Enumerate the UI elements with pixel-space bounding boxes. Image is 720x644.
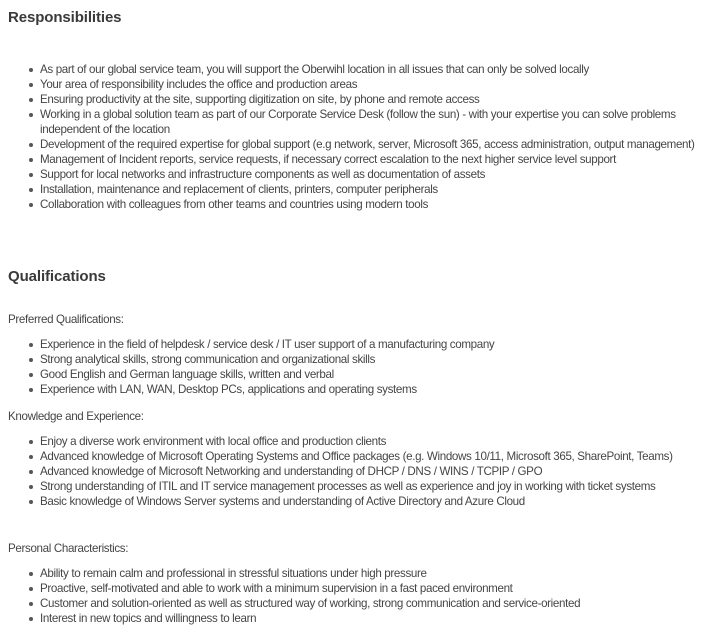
list-item: Strong analytical skills, strong communication and organizational skills <box>40 352 698 367</box>
list-item: Good English and German language skills, written and verbal <box>40 367 698 382</box>
list-item: Enjoy a diverse work environment with local office and production clients <box>40 434 698 449</box>
list-item: Development of the required expertise for global support (e.g network, server, Microsoft 365, access administration, output management) <box>40 137 698 152</box>
list-item: Management of Incident reports, service requests, if necessary correct escalation to the next higher service level support <box>40 152 698 167</box>
list-item: Customer and solution-oriented as well as structured way of working, strong communication and service-oriented <box>40 596 698 611</box>
knowledge-experience-label: Knowledge and Experience: <box>8 410 144 423</box>
list-item: Installation, maintenance and replacement of clients, printers, computer peripherals <box>40 182 698 197</box>
list-item: Proactive, self-motivated and able to work with a minimum supervision in a fast paced environment <box>40 581 698 596</box>
responsibilities-list <box>8 62 698 212</box>
list-item: Your area of responsibility includes the office and production areas <box>40 77 698 92</box>
personal-characteristics-label: Personal Characteristics: <box>8 542 129 555</box>
list-item: As part of our global service team, you will support the Oberwihl location in all issues that can only be solved locally <box>40 62 698 77</box>
preferred-qualifications-label: Preferred Qualifications: <box>8 313 124 326</box>
list-item: Working in a global solution team as part of our Corporate Service Desk (follow the sun) - with your expertise you can solve problems independent of the location <box>40 107 698 137</box>
list-item: Advanced knowledge of Microsoft Networking and understanding of DHCP / DNS / WINS / TCPIP / GPO <box>40 464 698 479</box>
list-item: Support for local networks and infrastructure components as well as documentation of assets <box>40 167 698 182</box>
list-item: Experience with LAN, WAN, Desktop PCs, applications and operating systems <box>40 382 698 397</box>
list-item: Strong understanding of ITIL and IT service management processes as well as experience and joy in working with ticket systems <box>40 479 698 494</box>
list-item: Ability to remain calm and professional in stressful situations under high pressure <box>40 566 698 581</box>
list-item: Collaboration with colleagues from other teams and countries using modern tools <box>40 197 698 212</box>
list-item: Experience in the field of helpdesk / service desk / IT user support of a manufacturing company <box>40 337 698 352</box>
list-item: Ensuring productivity at the site, supporting digitization on site, by phone and remote access <box>40 92 698 107</box>
list-item: Advanced knowledge of Microsoft Operating Systems and Office packages (e.g. Windows 10/11, Microsoft 365, SharePoint, Teams) <box>40 449 698 464</box>
list-item: Interest in new topics and willingness to learn <box>40 611 698 626</box>
list-item: Basic knowledge of Windows Server systems and understanding of Active Directory and Azure Cloud <box>40 494 698 509</box>
responsibilities-heading: Responsibilities <box>8 9 122 26</box>
qualifications-heading: Qualifications <box>8 268 106 285</box>
preferred-qualifications-list <box>8 337 698 397</box>
knowledge-experience-list <box>8 434 698 509</box>
personal-characteristics-list <box>8 566 698 626</box>
